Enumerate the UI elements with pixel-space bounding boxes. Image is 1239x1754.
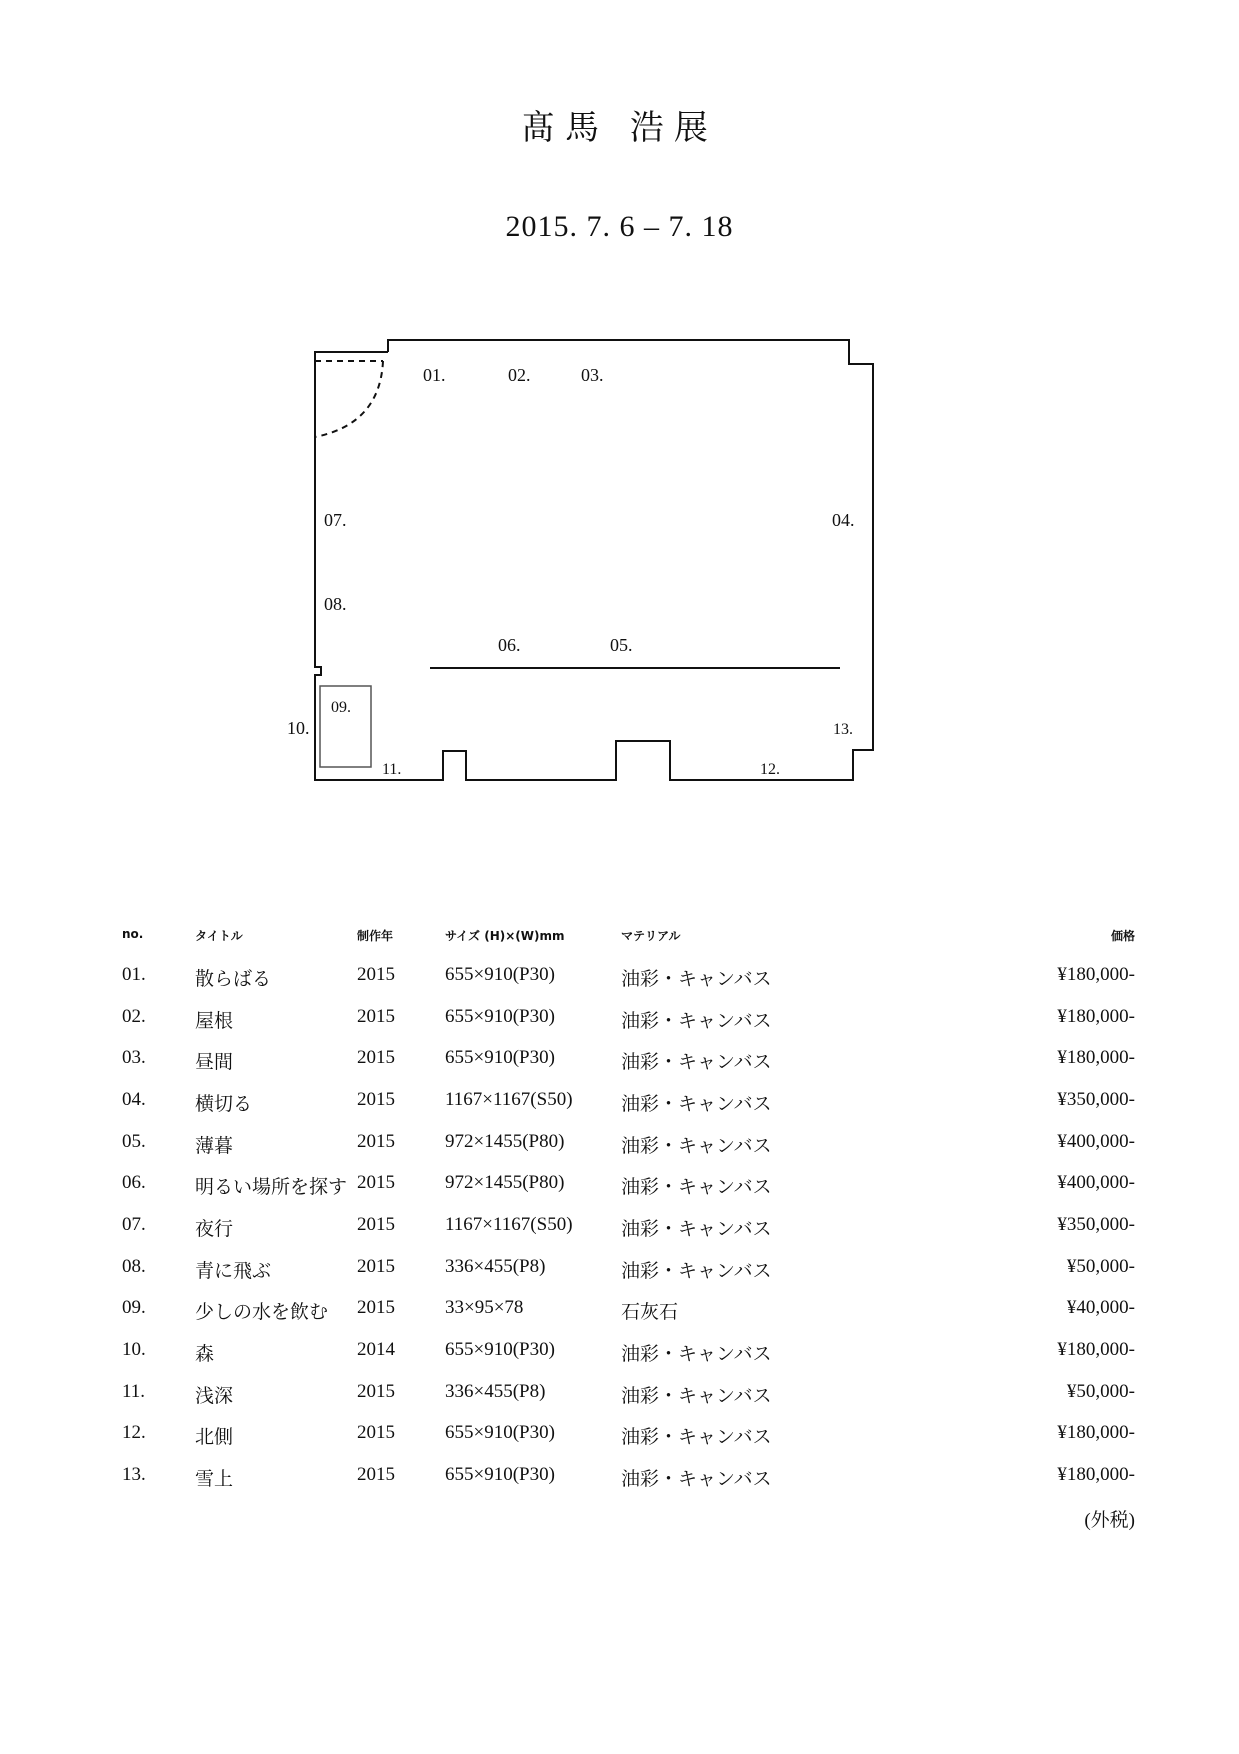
cell-title: 青に飛ぶ bbox=[195, 1261, 272, 1282]
cell-year: 2015 bbox=[357, 964, 395, 985]
tax-note: (外税) bbox=[1084, 1510, 1135, 1531]
cell-size: 655×910(P30) bbox=[445, 1464, 555, 1485]
cell-material: 油彩・キャンバス bbox=[621, 1219, 772, 1240]
cell-material: 油彩・キャンバス bbox=[621, 1136, 772, 1157]
header-title: タイトル bbox=[195, 929, 243, 943]
cell-price: ¥50,000- bbox=[1066, 1256, 1135, 1277]
fp-label-07: 07. bbox=[324, 510, 347, 530]
table-row bbox=[0, 1214, 1239, 1244]
cell-size: 336×455(P8) bbox=[445, 1256, 546, 1277]
cell-material: 油彩・キャンバス bbox=[621, 1177, 772, 1198]
cell-title: 昼間 bbox=[195, 1052, 234, 1073]
cell-price: ¥350,000- bbox=[1057, 1214, 1135, 1235]
cell-size: 655×910(P30) bbox=[445, 1006, 555, 1027]
cell-title: 浅深 bbox=[195, 1386, 234, 1407]
fp-label-04: 04. bbox=[832, 510, 855, 530]
cell-price: ¥400,000- bbox=[1057, 1131, 1135, 1152]
cell-year: 2015 bbox=[357, 1381, 395, 1402]
cell-size: 1167×1167(S50) bbox=[445, 1214, 573, 1235]
cell-material: 油彩・キャンバス bbox=[621, 1469, 772, 1490]
fp-label-06: 06. bbox=[498, 635, 521, 655]
cell-year: 2015 bbox=[357, 1131, 395, 1152]
cell-material: 油彩・キャンバス bbox=[621, 1344, 772, 1365]
fp-label-12: 12. bbox=[760, 761, 780, 778]
cell-material: 油彩・キャンバス bbox=[621, 1427, 772, 1448]
cell-size: 33×95×78 bbox=[445, 1297, 524, 1318]
cell-no: 09. bbox=[122, 1297, 146, 1318]
cell-year: 2015 bbox=[357, 1006, 395, 1027]
cell-size: 655×910(P30) bbox=[445, 964, 555, 985]
table-row bbox=[0, 1131, 1239, 1161]
cell-year: 2015 bbox=[357, 1464, 395, 1485]
fp-label-03: 03. bbox=[581, 365, 604, 385]
fp-label-10: 10. bbox=[287, 718, 310, 738]
cell-title: 横切る bbox=[195, 1094, 253, 1115]
cell-title: 森 bbox=[195, 1344, 215, 1365]
table-row bbox=[0, 1006, 1239, 1036]
cell-price: ¥180,000- bbox=[1057, 964, 1135, 985]
cell-price: ¥180,000- bbox=[1057, 1339, 1135, 1360]
cell-no: 11. bbox=[122, 1381, 146, 1402]
cell-price: ¥350,000- bbox=[1057, 1089, 1135, 1110]
table-row bbox=[0, 1047, 1239, 1077]
cell-year: 2015 bbox=[357, 1422, 395, 1443]
exhibition-dates: 2015. 7. 6 – 7. 18 bbox=[505, 210, 734, 243]
exhibition-title: 髙馬 浩展 bbox=[521, 108, 718, 148]
cell-year: 2015 bbox=[357, 1172, 395, 1193]
cell-price: ¥40,000- bbox=[1066, 1297, 1135, 1318]
cell-price: ¥180,000- bbox=[1057, 1422, 1135, 1443]
header-price: 価格 bbox=[1110, 929, 1135, 943]
cell-no: 02. bbox=[122, 1006, 146, 1027]
cell-size: 1167×1167(S50) bbox=[445, 1089, 573, 1110]
cell-title: 屋根 bbox=[195, 1011, 234, 1032]
cell-price: ¥180,000- bbox=[1057, 1006, 1135, 1027]
cell-title: 夜行 bbox=[195, 1219, 234, 1240]
header-year: 制作年 bbox=[357, 929, 394, 943]
cell-price: ¥400,000- bbox=[1057, 1172, 1135, 1193]
cell-size: 972×1455(P80) bbox=[445, 1172, 565, 1193]
table-row bbox=[0, 1422, 1239, 1452]
cell-year: 2015 bbox=[357, 1089, 395, 1110]
cell-material: 油彩・キャンバス bbox=[621, 1261, 772, 1282]
table-row bbox=[0, 1339, 1239, 1369]
cell-year: 2014 bbox=[357, 1339, 395, 1360]
cell-year: 2015 bbox=[357, 1297, 395, 1318]
cell-title: 明るい場所を探す bbox=[195, 1177, 348, 1198]
floor-plan-wall bbox=[315, 352, 388, 437]
cell-no: 13. bbox=[122, 1464, 146, 1485]
cell-no: 05. bbox=[122, 1131, 146, 1152]
fp-label-11: 11. bbox=[382, 761, 402, 778]
cell-no: 10. bbox=[122, 1339, 146, 1360]
table-row bbox=[0, 1256, 1239, 1286]
table-row bbox=[0, 1381, 1239, 1411]
table-row bbox=[0, 1464, 1239, 1494]
cell-year: 2015 bbox=[357, 1047, 395, 1068]
cell-size: 336×455(P8) bbox=[445, 1381, 546, 1402]
floor-plan-wall bbox=[315, 340, 873, 780]
cell-material: 油彩・キャンバス bbox=[621, 969, 772, 990]
cell-size: 655×910(P30) bbox=[445, 1339, 555, 1360]
cell-material: 油彩・キャンバス bbox=[621, 1386, 772, 1407]
header-no: no. bbox=[122, 927, 144, 941]
cell-no: 06. bbox=[122, 1172, 146, 1193]
cell-material: 石灰石 bbox=[621, 1302, 679, 1323]
table-row bbox=[0, 1297, 1239, 1327]
cell-no: 01. bbox=[122, 964, 146, 985]
table-row bbox=[0, 964, 1239, 994]
cell-no: 07. bbox=[122, 1214, 146, 1235]
cell-material: 油彩・キャンバス bbox=[621, 1094, 772, 1115]
fp-label-13: 13. bbox=[833, 721, 853, 738]
table-row bbox=[0, 1172, 1239, 1202]
cell-no: 08. bbox=[122, 1256, 146, 1277]
cell-size: 655×910(P30) bbox=[445, 1047, 555, 1068]
table-row bbox=[0, 1089, 1239, 1119]
cell-title: 雪上 bbox=[195, 1469, 234, 1490]
cell-no: 12. bbox=[122, 1422, 146, 1443]
fp-label-08: 08. bbox=[324, 594, 347, 614]
cell-material: 油彩・キャンバス bbox=[621, 1011, 772, 1032]
cell-year: 2015 bbox=[357, 1214, 395, 1235]
cell-title: 北側 bbox=[195, 1427, 234, 1448]
cell-price: ¥180,000- bbox=[1057, 1464, 1135, 1485]
cell-no: 03. bbox=[122, 1047, 146, 1068]
fp-label-01: 01. bbox=[423, 365, 446, 385]
floor-plan bbox=[0, 0, 1239, 800]
fp-label-05: 05. bbox=[610, 635, 633, 655]
cell-size: 972×1455(P80) bbox=[445, 1131, 565, 1152]
header-material: マテリアル bbox=[621, 929, 681, 943]
door-swing-arc bbox=[315, 361, 383, 437]
cell-title: 散らばる bbox=[195, 969, 272, 990]
cell-price: ¥180,000- bbox=[1057, 1047, 1135, 1068]
cell-year: 2015 bbox=[357, 1256, 395, 1277]
cell-material: 油彩・キャンバス bbox=[621, 1052, 772, 1073]
fp-label-02: 02. bbox=[508, 365, 531, 385]
cell-title: 少しの水を飲む bbox=[195, 1302, 329, 1323]
fp-label-09: 09. bbox=[331, 699, 351, 716]
cell-title: 薄暮 bbox=[195, 1136, 234, 1157]
header-size: サイズ (H)×(W)mm bbox=[445, 929, 565, 943]
cell-size: 655×910(P30) bbox=[445, 1422, 555, 1443]
cell-no: 04. bbox=[122, 1089, 146, 1110]
cell-price: ¥50,000- bbox=[1066, 1381, 1135, 1402]
